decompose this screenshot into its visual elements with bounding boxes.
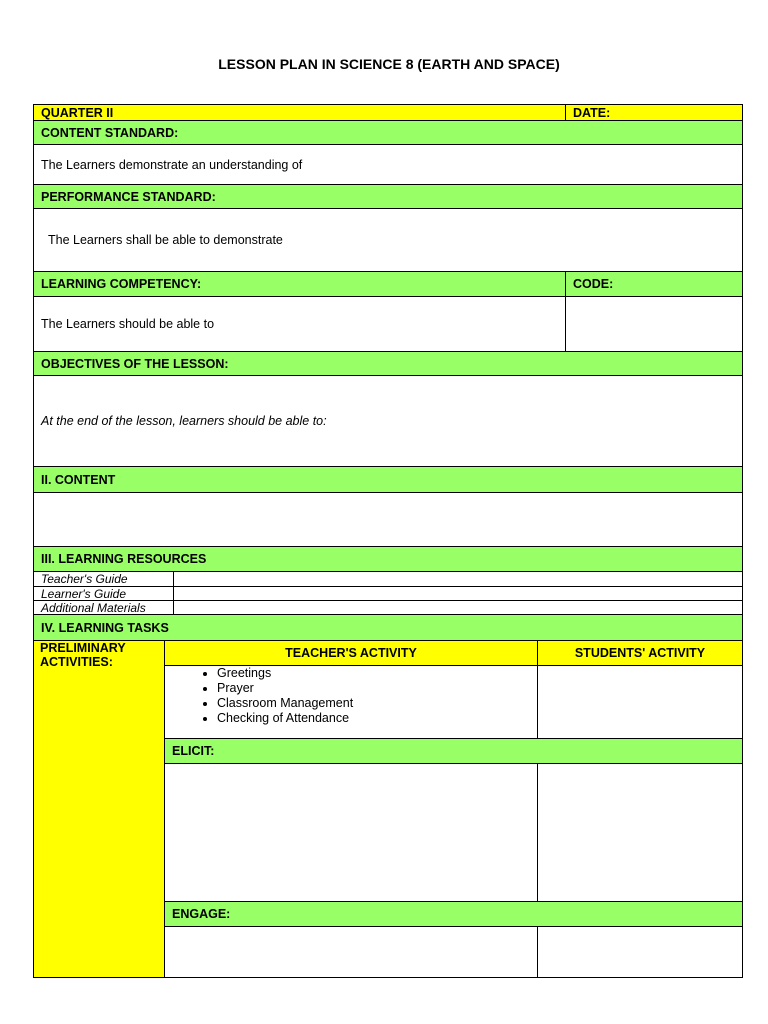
code-body bbox=[565, 296, 743, 352]
performance-standard-body bbox=[33, 208, 743, 272]
performance-standard-text: The Learners shall be able to demonstrate bbox=[48, 233, 283, 247]
resource-learners-guide: Learner's Guide bbox=[41, 586, 127, 601]
code-label: CODE: bbox=[573, 277, 614, 291]
performance-standard-label: PERFORMANCE STANDARD: bbox=[41, 189, 216, 204]
engage-label: ENGAGE: bbox=[172, 907, 231, 921]
preliminary-activities-cell bbox=[33, 640, 165, 978]
resource-teachers-guide: Teacher's Guide bbox=[41, 572, 128, 586]
students-activity-header bbox=[537, 640, 743, 666]
resources-header bbox=[33, 546, 743, 572]
content-header bbox=[33, 466, 743, 493]
learning-competency-text: The Learners should be able to bbox=[41, 317, 215, 331]
resource-row-label bbox=[33, 586, 174, 601]
document-title: LESSON PLAN IN SCIENCE 8 (EARTH AND SPACE) bbox=[218, 56, 560, 72]
objectives-text: At the end of the lesson, learners should be able to: bbox=[41, 414, 327, 428]
tasks-header bbox=[33, 614, 743, 641]
performance-standard-header bbox=[33, 184, 743, 209]
resource-additional-materials: Additional Materials bbox=[41, 600, 146, 615]
resource-row-value bbox=[173, 600, 743, 615]
resource-row-label bbox=[33, 600, 174, 615]
quarter-label: QUARTER II bbox=[41, 105, 114, 120]
learning-competency-body bbox=[33, 296, 566, 352]
students-activity-label: STUDENTS' ACTIVITY bbox=[574, 646, 706, 660]
date-cell bbox=[565, 104, 743, 121]
teacher-preliminary-cell bbox=[164, 665, 538, 739]
resource-row-value bbox=[173, 586, 743, 601]
objectives-header bbox=[33, 351, 743, 376]
content-standard-header bbox=[33, 120, 743, 145]
students-preliminary-cell bbox=[537, 665, 743, 739]
objectives-label: OBJECTIVES OF THE LESSON: bbox=[41, 356, 229, 371]
list-item: • Prayer bbox=[217, 681, 537, 696]
resource-row-value bbox=[173, 571, 743, 587]
date-label: DATE: bbox=[573, 105, 611, 120]
list-item: • Checking of Attendance bbox=[217, 711, 537, 726]
elicit-header bbox=[164, 738, 743, 764]
engage-header bbox=[164, 901, 743, 927]
tasks-label: IV. LEARNING TASKS bbox=[41, 620, 169, 635]
students-engage-cell bbox=[537, 926, 743, 978]
students-elicit-cell bbox=[537, 763, 743, 902]
learning-competency-label: LEARNING COMPETENCY: bbox=[41, 277, 202, 291]
quarter-cell bbox=[33, 104, 566, 121]
preliminary-list bbox=[165, 666, 537, 726]
code-header bbox=[565, 271, 743, 297]
teacher-engage-cell bbox=[164, 926, 538, 978]
teacher-elicit-cell bbox=[164, 763, 538, 902]
content-body bbox=[33, 492, 743, 547]
list-item: • Classroom Management bbox=[217, 696, 537, 711]
teacher-activity-header bbox=[164, 640, 538, 666]
content-label: II. CONTENT bbox=[41, 472, 116, 487]
preliminary-activities-label: PRELIMINARY ACTIVITIES: bbox=[40, 641, 126, 669]
resource-row-label bbox=[33, 571, 174, 587]
resources-label: III. LEARNING RESOURCES bbox=[41, 552, 207, 566]
content-standard-body bbox=[33, 144, 743, 185]
elicit-label: ELICIT: bbox=[172, 744, 215, 758]
learning-competency-header bbox=[33, 271, 566, 297]
teacher-activity-label: TEACHER'S ACTIVITY bbox=[285, 646, 417, 660]
content-standard-text: The Learners demonstrate an understanding of bbox=[41, 157, 303, 172]
content-standard-label: CONTENT STANDARD: bbox=[41, 125, 179, 140]
list-item: • Greetings bbox=[217, 666, 537, 681]
objectives-body bbox=[33, 375, 743, 467]
